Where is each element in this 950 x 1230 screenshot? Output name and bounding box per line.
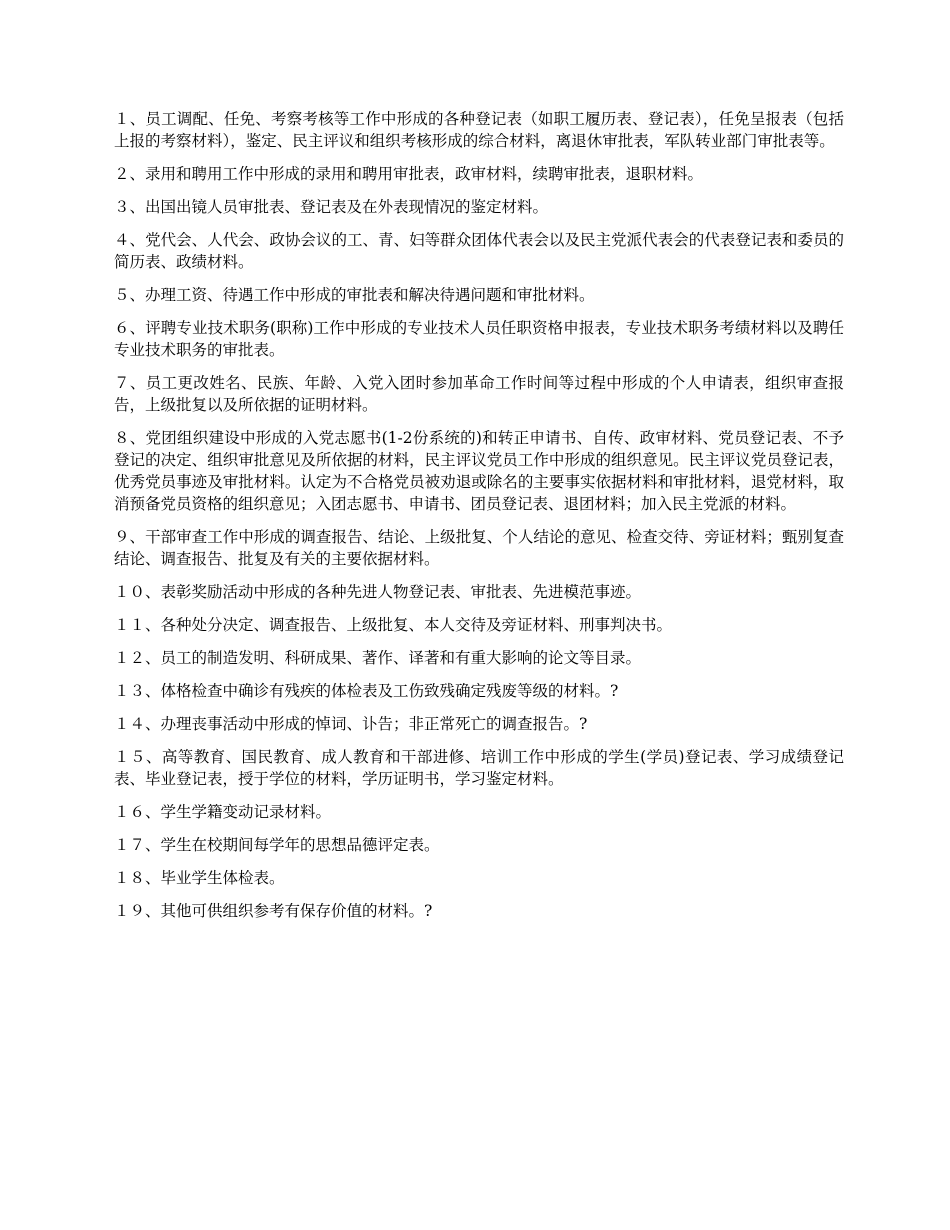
paragraph-14: １４、办理丧事活动中形成的悼词、讣告；非正常死亡的调查报告。? (114, 715, 588, 733)
paragraph-2: ２、录用和聘用工作中形成的录用和聘用审批表，政审材料，续聘审批表，退职材料。 (114, 165, 704, 183)
paragraph-17: １７、学生在校期间每学年的思想品德评定表。 (114, 836, 440, 854)
paragraph-5: ５、办理工资、待遇工作中形成的审批表和解决待遇问题和审批材料。 (114, 286, 595, 304)
paragraph-15: １５、高等教育、国民教育、成人教育和干部进修、培训工作中形成的学生(学员)登记表、学习成绩登记表、毕业登记表，授于学位的材料，学历证明书，学习鉴定材料。 (114, 748, 844, 788)
paragraph-3: ３、出国出镜人员审批表、登记表及在外表现情况的鉴定材料。 (114, 198, 549, 216)
document-body (114, 108, 844, 933)
paragraph-18: １８、毕业学生体检表。 (114, 869, 285, 887)
paragraph-12: １２、员工的制造发明、科研成果、著作、译著和有重大影响的论文等目录。 (114, 649, 642, 667)
paragraph-19: １９、其他可供组织参考有保存价值的材料。? (114, 902, 433, 920)
paragraph-10: １０、表彰奖励活动中形成的各种先进人物登记表、审批表、先进模范事迹。 (114, 583, 642, 601)
paragraph-11: １１、各种处分决定、调查报告、上级批复、本人交待及旁证材料、刑事判决书。 (114, 616, 673, 634)
paragraph-4: ４、党代会、人代会、政协会议的工、青、妇等群众团体代表会以及民主党派代表会的代表登记表和委员的简历表、政绩材料。 (114, 231, 844, 271)
paragraph-6: ６、评聘专业技术职务(职称)工作中形成的专业技术人员任职资格申报表，专业技术职务考绩材料以及聘任专业技术职务的审批表。 (114, 319, 844, 359)
paragraph-16: １６、学生学籍变动记录材料。 (114, 803, 332, 821)
paragraph-9: ９、干部审查工作中形成的调查报告、结论、上级批复、个人结论的意见、检查交待、旁证材料；甄别复查结论、调查报告、批复及有关的主要依据材料。 (114, 528, 844, 568)
paragraph-8: ８、党团组织建设中形成的入党志愿书(1-2份系统的)和转正申请书、自传、政审材料、党员登记表、不予登记的决定、组织审批意见及所依据的材料，民主评议党员工作中形成的组织意见。民主评议党员登记表，优秀党员事迹及审批材料。认定为不合格党员被劝退或除名的主要事实依据材料和审批材料，退党材料，取消预备党员资格的组织意见；入团志愿书、申请书、团员登记表、退团材料；加入民主党派的材料。 (114, 429, 844, 513)
paragraph-7: ７、员工更改姓名、民族、年龄、入党入团时参加革命工作时间等过程中形成的个人申请表，组织审查报告，上级批复以及所依据的证明材料。 (114, 374, 844, 414)
paragraph-13: １３、体格检查中确诊有残疾的体检表及工伤致残确定残废等级的材料。? (114, 682, 619, 700)
paragraph-1: １、员工调配、任免、考察考核等工作中形成的各种登记表（如职工履历表、登记表），任免呈报表（包括上报的考察材料），鉴定、民主评议和组织考核形成的综合材料，离退休审批表，军队转业部门审批表等。 (114, 110, 844, 150)
